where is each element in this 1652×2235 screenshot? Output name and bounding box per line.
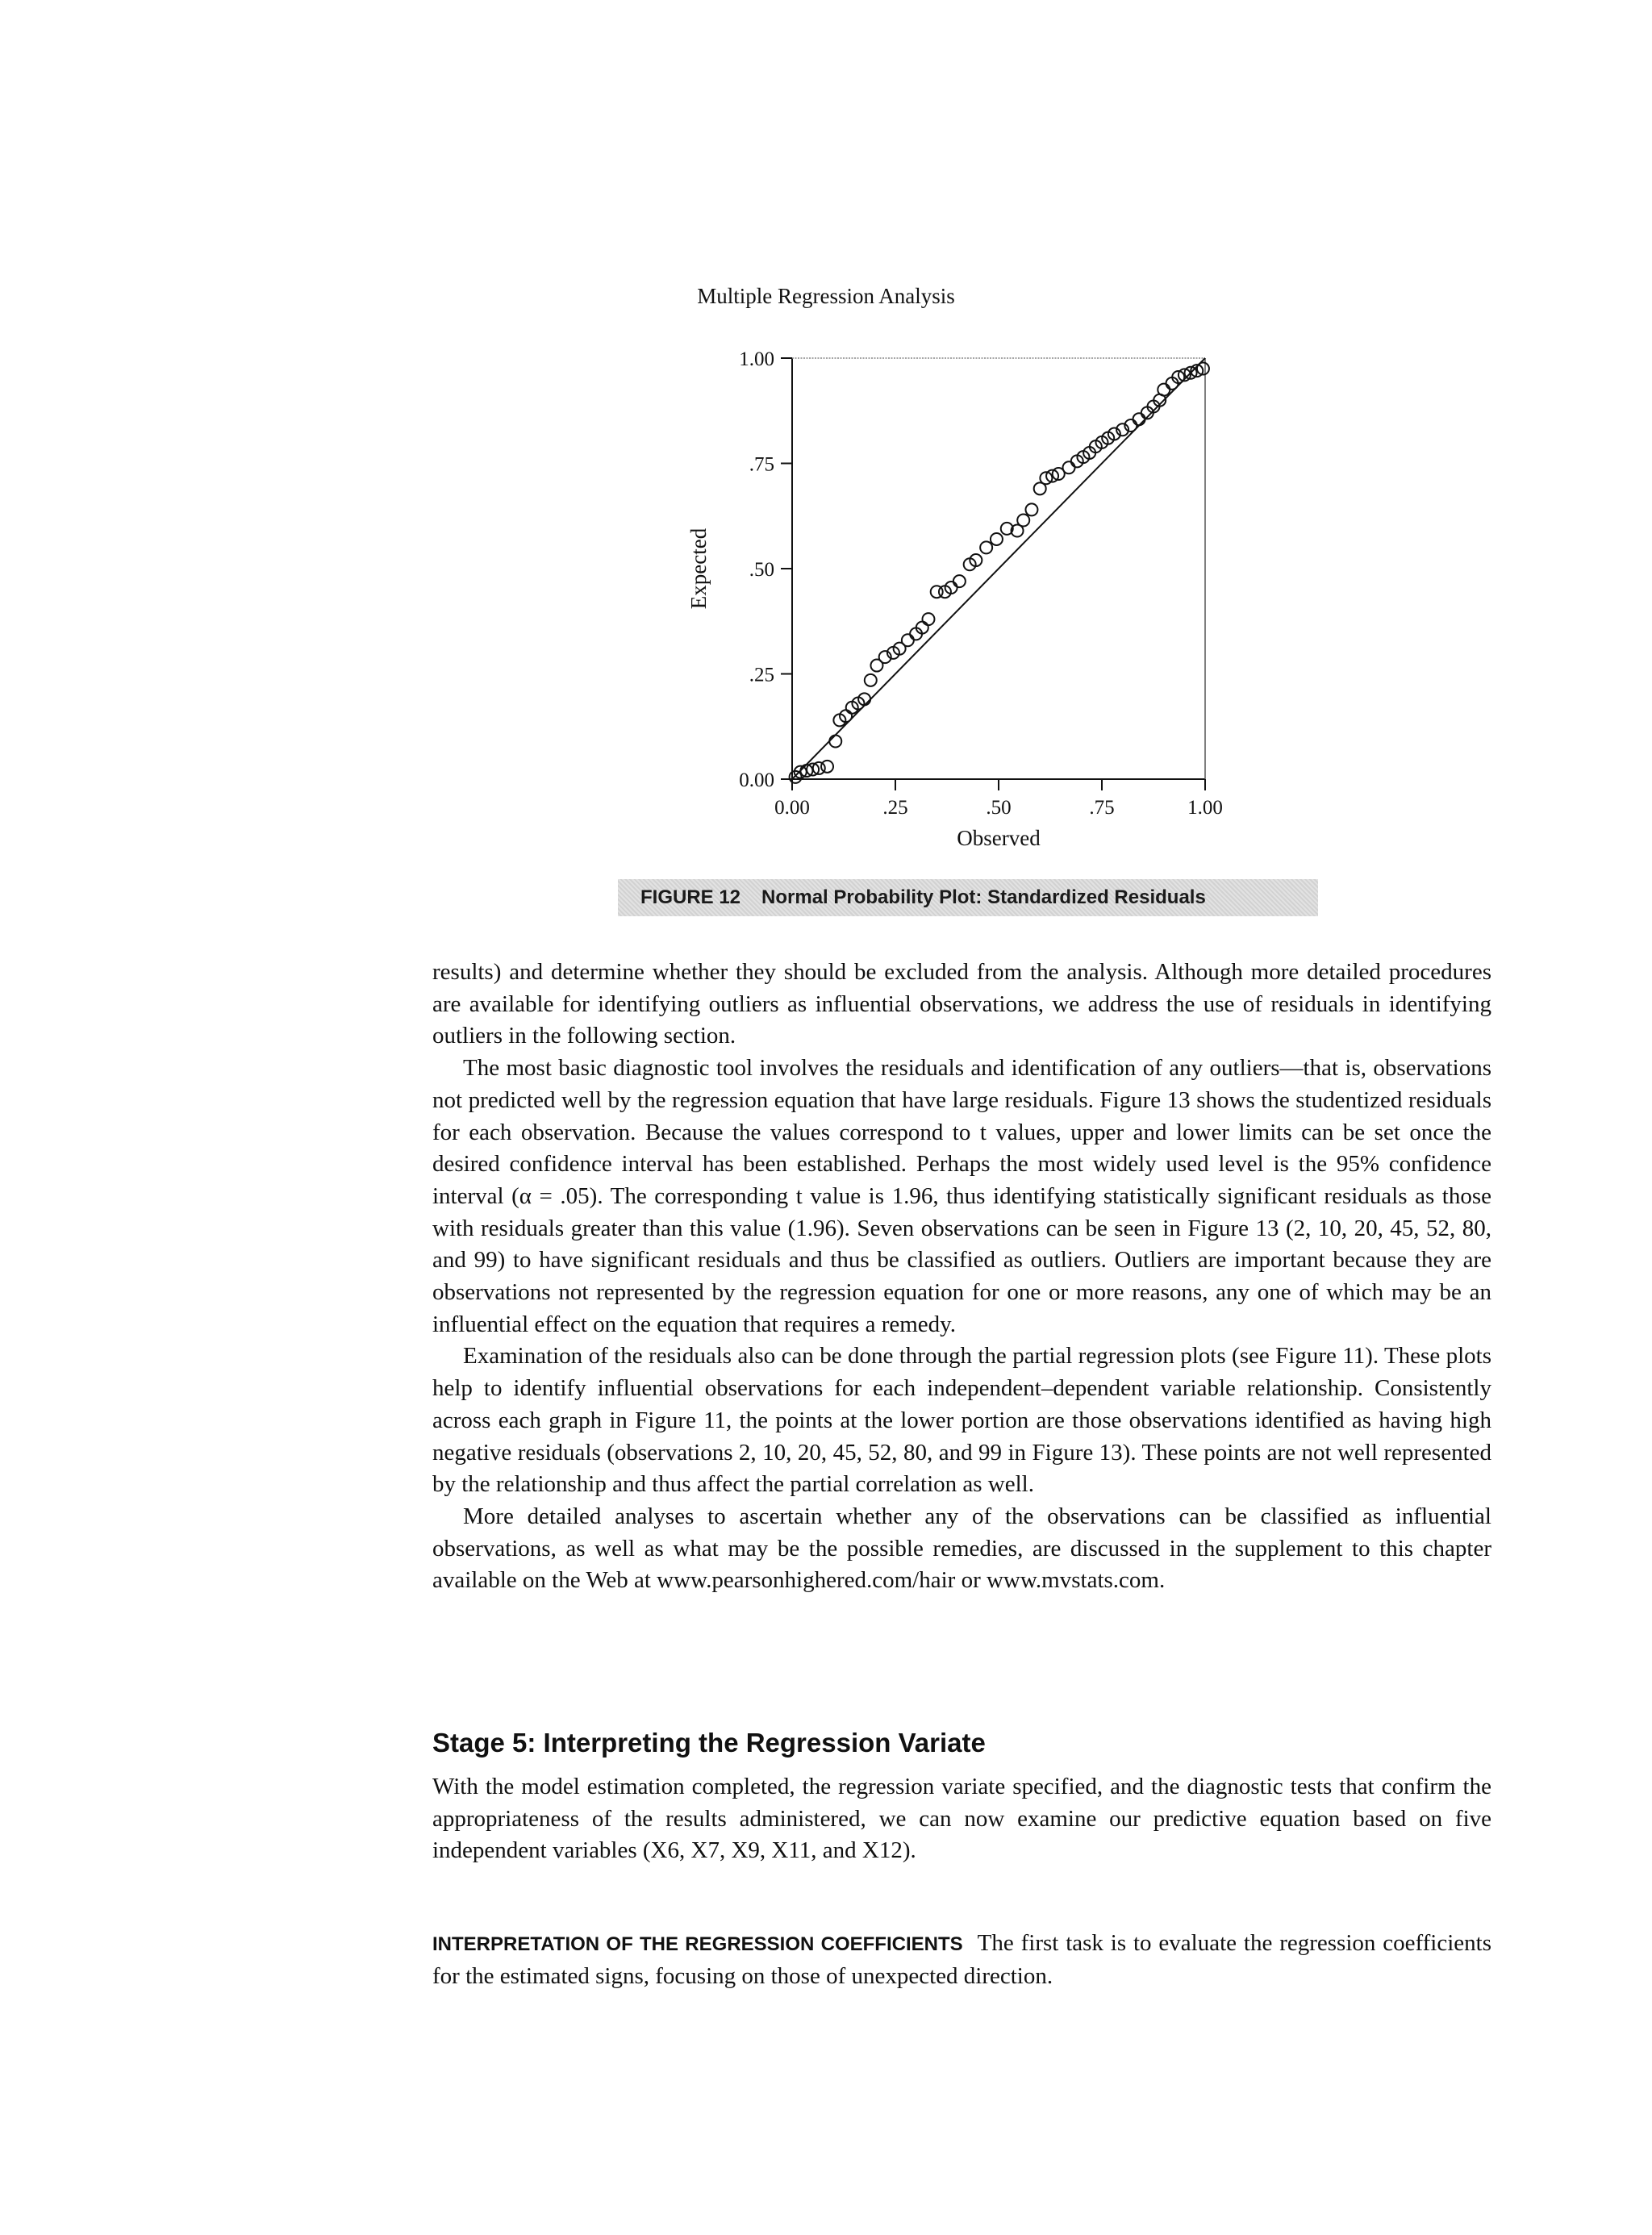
y-tick-label: .50	[749, 559, 774, 581]
paragraph-stage5: With the model estimation completed, the regression variate specified, and the diagnostic tests that confirm the appropriateness of the results administered, we can now examine our predictive equation based on five independent variables (X6, X7, X9, X11, and X12).	[432, 1774, 1491, 1864]
figure-number: FIGURE 12	[640, 886, 741, 908]
data-point	[991, 533, 1003, 545]
data-point	[1133, 413, 1145, 425]
x-axis-label: Observed	[957, 826, 1041, 850]
data-point	[790, 771, 802, 783]
y-tick-label: .25	[749, 664, 774, 686]
paragraph-interpretation	[432, 1928, 1491, 1992]
section-heading: Stage 5: Interpreting the Regression Variate	[432, 1728, 986, 1758]
normal-probability-plot	[0, 0, 1652, 871]
subsection-text	[432, 1928, 1491, 1992]
running-head: Multiple Regression Analysis	[697, 284, 955, 308]
data-point	[1025, 503, 1037, 515]
data-point	[821, 761, 833, 773]
paragraph-outliers-intro: results) and determine whether they should be excluded from the analysis. Although more detailed procedures are available for identifying outliers as influential observations, we address the use of residuals in identifying outliers in the following section.	[432, 959, 1491, 1049]
x-tick-label: .75	[1089, 797, 1115, 819]
x-tick-label: 0.00	[774, 797, 810, 819]
data-point	[953, 575, 966, 587]
data-point	[902, 634, 914, 646]
figure-title: Normal Probability Plot: Standardized Residuals	[761, 886, 1206, 908]
subsection-heading: INTERPRETATION OF THE REGRESSION COEFFICIENTS	[432, 1933, 963, 1955]
data-point	[1158, 384, 1170, 396]
data-point	[865, 674, 877, 686]
x-tick-label: .25	[882, 797, 908, 819]
y-tick-label: 1.00	[739, 348, 774, 370]
paragraph-partial-regression: Examination of the residuals also can be done through the partial regression plots (see Figure 11). These plots help to identify influential observations for each independent–dependent variable relationship. Consistently across each graph in Figure 11, the points at the lower portion are those observations identified as having high negative residuals (observations 2, 10, 20, 45, 52, 80, and 99 in Figure 13). These points are not well represented by the relationship and thus affect the partial correlation as well.	[432, 1343, 1491, 1498]
section-text	[432, 1771, 1491, 1867]
subsection-body: The first task is to evaluate the regression coefficients for the estimated signs, focusing on those of unexpected direction.	[432, 1930, 1491, 1989]
paragraph-residual-diagnostics: The most basic diagnostic tool involves the residuals and identification of any outliers—that is, observations not predicted well by the regression equation that have large residuals. Figure 13 shows the studentized residuals for each observation. Because the values correspond to t values, upper and lower limits can be set once the desired confidence interval has been established. Perhaps the most widely used level is the 95% confidence interval (α = .05). The corresponding t value is 1.96, thus identifying statistically significant residuals as those with residuals greater than this value (1.96). Seven observations can be seen in Figure 13 (2, 10, 20, 45, 52, 80, and 99) to have significant residuals and thus be classified as outliers. Outliers are important because they are observations not represented by the regression equation for one or more reasons, any one of which may be an influential effect on the equation that requires a remedy.	[432, 1055, 1491, 1337]
figure-caption	[618, 879, 1318, 916]
x-tick-label: .50	[986, 797, 1012, 819]
plot-marks	[790, 358, 1209, 783]
reference-line	[792, 358, 1205, 779]
paragraph-supplement: More detailed analyses to ascertain whether any of the observations can be classified as influential observations, as well as what may be the possible remedies, are discussed in the supplement to this chapter available on the Web at www.pearsonhighered.com/hair or www.mvstats.com.	[432, 1503, 1491, 1594]
data-point	[980, 541, 992, 553]
data-point	[1063, 461, 1075, 473]
y-tick-label: .75	[749, 453, 774, 476]
body-text	[432, 957, 1491, 1597]
x-tick-label: 1.00	[1187, 797, 1223, 819]
y-tick-label: 0.00	[739, 769, 774, 791]
data-point	[829, 736, 841, 748]
data-point	[922, 613, 934, 625]
y-axis-label: Expected	[686, 527, 711, 610]
data-point	[1017, 514, 1029, 526]
